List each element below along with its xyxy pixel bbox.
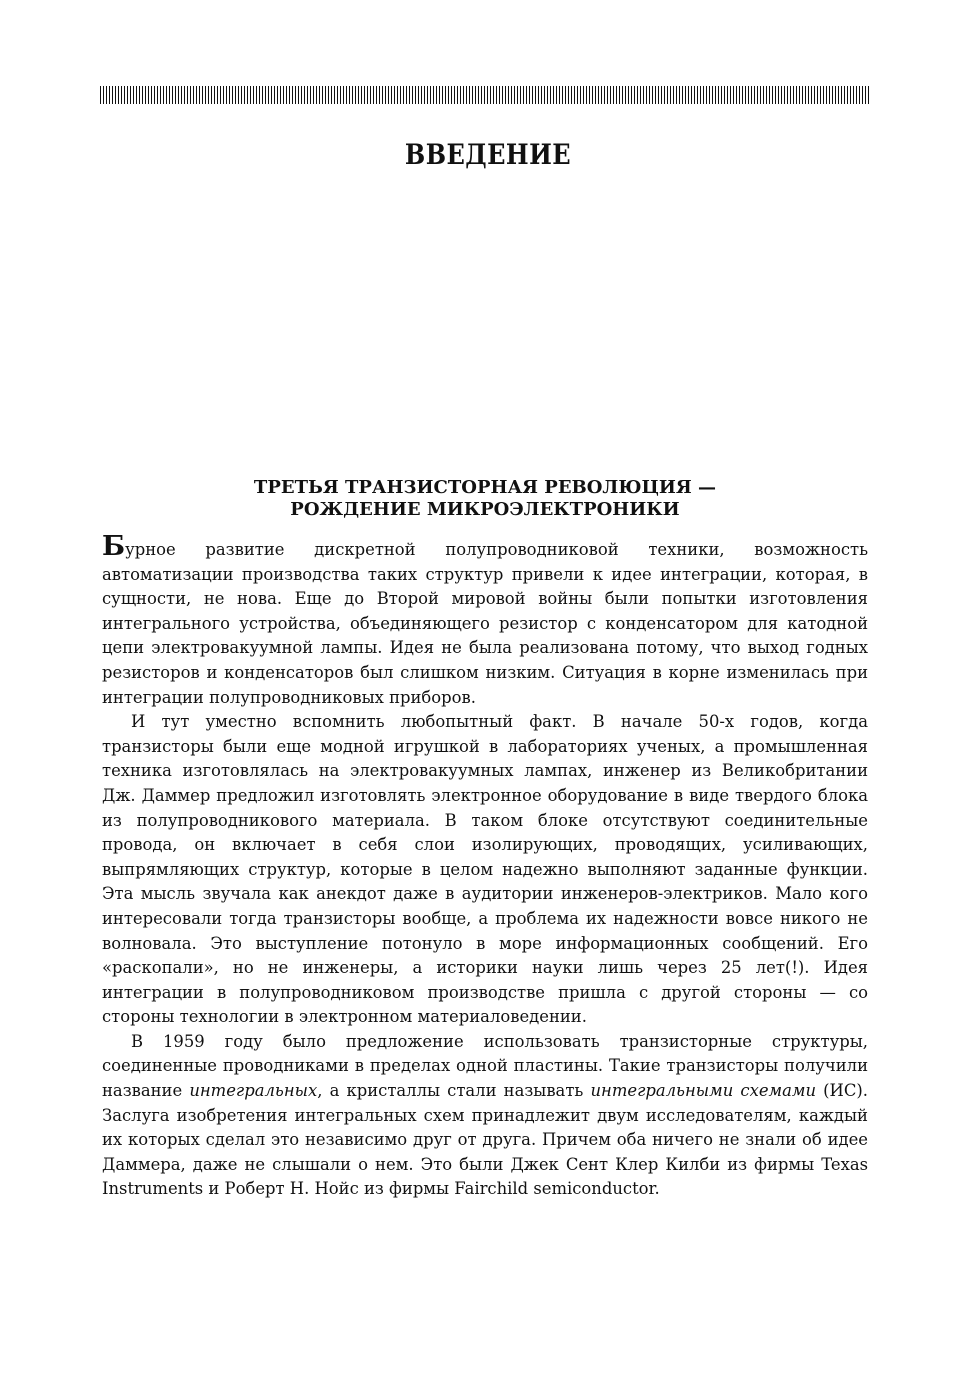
- decorative-rule-band: [100, 86, 870, 104]
- section-title: [100, 477, 870, 521]
- paragraph-1-text: урное развитие дискретной полупроводниковой техники, возможность автоматизации производства таких структур привели к идее интеграции, которая, в сущности, не нова. Еще до Второй мировой войны были попытки изготовления интегрального устройства, объединяющего резистор с конденсатором для катодной цепи электровакуумной лампы. Идея не была реализована потому, что выход годных резисторов и конденсаторов был слишком низким. Ситуация в корне изменилась при интеграции полупроводниковых приборов.: [102, 540, 868, 707]
- term-integral: интегральных: [189, 1081, 318, 1101]
- body-text: [102, 531, 868, 1202]
- paragraph-1: [102, 531, 868, 710]
- paragraph-2: И тут уместно вспомнить любопытный факт. В начале 50-х годов, когда транзисторы были еще модной игрушкой в лабораториях ученых, а промышленная техника изготовлялась на электровакуумных лампах, инженер из Великобритании Дж. Даммер предложил изготовлять электронное оборудование в виде твердого блока из полупроводникового материала. В таком блоке отсутствуют соединительные провода, он включает в себя слои изолирующих, проводящих, усиливающих, выпрямляющих структур, которые в целом надежно выполняют заданные функции. Эта мысль звучала как анекдот даже в аудитории инженеров-электриков. Мало кого интересовали тогда транзисторы вообще, а проблема их надежности вовсе никого не волновала. Это выступление потонуло в море информационных сообщений. Его «раскопали», но не инженеры, а историки науки лишь через 25 лет(!). Идея интеграции в полупроводниковом производстве пришла с другой стороны — со стороны технологии в электронном материаловедении.: [102, 712, 868, 1027]
- paragraph-3-part-3: (ИС). Заслуга изобретения интегральных схем принадлежит двум исследователям, каждый их которых сделал это независимо друг от друга. Причем оба ничего не знали об идее Даммера, даже не слышали о нем. Это были Джек Сент Клер Килби из фирмы Texas Instruments и Роберт Н. Нойс из фирмы Fairchild semiconductor.: [102, 1081, 868, 1199]
- chapter-title: ВВЕДЕНИЕ: [404, 138, 572, 171]
- section-title-line-2: РОЖДЕНИЕ МИКРОЭЛЕКТРОНИКИ: [290, 499, 680, 520]
- section-title-line-1: ТРЕТЬЯ ТРАНЗИСТОРНАЯ РЕВОЛЮЦИЯ —: [253, 477, 717, 498]
- term-integral-circuits: интегральными схемами: [590, 1081, 817, 1101]
- paragraph-3-part-1: В 1959 году было предложение использовать транзисторные структуры, соединенные проводниками в пределах одной пластины. Такие транзисторы получили название: [102, 1031, 868, 1101]
- drop-cap: Б: [102, 531, 126, 562]
- paragraph-3-part-2: , а кристаллы стали называть: [317, 1081, 591, 1101]
- paragraph-3: [102, 1030, 868, 1202]
